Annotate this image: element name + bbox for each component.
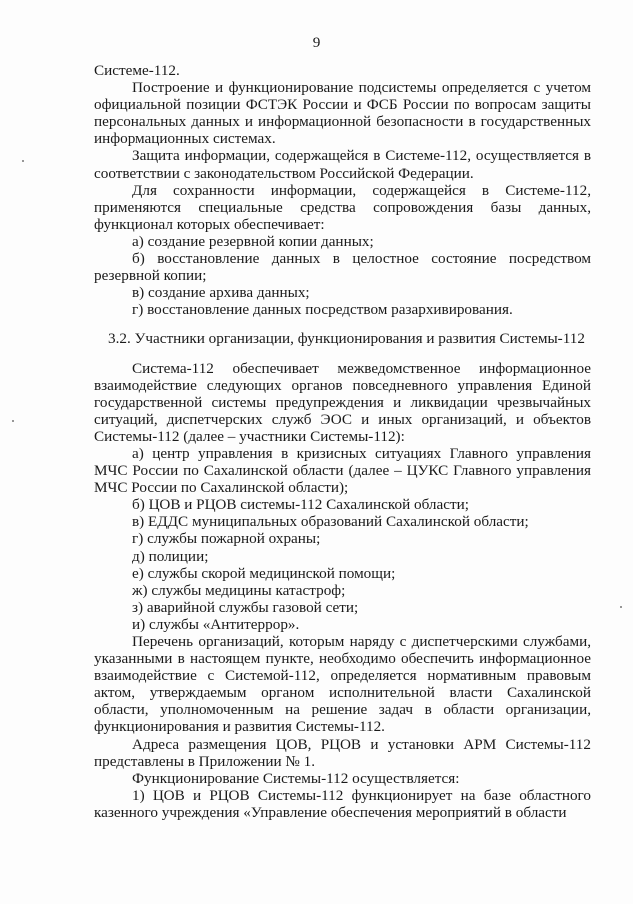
paragraph-organizations-list: Перечень организаций, которым наряду с диспетчерскими службами, указанными в настоящем пункте, необходимо обеспечить информационное взаимодействие с Системой-112, определяется нормативным правовым актом, утверждаемым органом исполнительной власти Сахалинской области, уполномоченным на решение задач в области организации, функционирования и развития Системы-112. bbox=[94, 633, 591, 736]
list-item: в) ЕДДС муниципальных образований Сахалинской области; bbox=[132, 513, 529, 531]
scan-speck bbox=[12, 420, 14, 422]
list-item: и) службы «Антитеррор». bbox=[132, 615, 300, 633]
page-number: 9 bbox=[312, 34, 321, 51]
scan-speck bbox=[22, 160, 24, 162]
list-item: а) центр управления в кризисных ситуациях Главного управления МЧС России по Сахалинской области (далее – ЦУКС Главного управления МЧС России по Сахалинской области); bbox=[94, 444, 591, 497]
paragraph-system-participants: Система-112 обеспечивает межведомственное информационное взаимодействие следующих органов повседневного управления Единой государственной системы предупреждения и ликвидации чрезвычайных ситуаций, диспетчерских служб ЭОС и иных организаций, и объектов Системы-112 (далее – участники Системы-112): bbox=[94, 359, 591, 445]
paragraph-addresses: Адреса размещения ЦОВ, РЦОВ и установки АРМ Системы-112 представлены в Приложении № 1. bbox=[94, 735, 591, 770]
list-item: з) аварийной службы газовой сети; bbox=[132, 598, 359, 616]
list-item: б) восстановление данных в целостное состояние посредством резервной копии; bbox=[94, 250, 591, 285]
list-item: д) полиции; bbox=[132, 547, 209, 565]
paragraph-fstek: Построение и функционирование подсистемы определяется с учетом официальной позиции ФСТЭК России и ФСБ России по вопросам защиты персональных данных и информационной безопасности в государственных информационных системах. bbox=[94, 79, 591, 148]
list-item: г) восстановление данных посредством разархивирования. bbox=[132, 301, 513, 319]
paragraph-continuation: Системе-112. bbox=[94, 62, 180, 79]
paragraph-cov-rcov: 1) ЦОВ и РЦОВ Системы-112 функционирует на базе областного казенного учреждения «Управление обеспечения мероприятий в области bbox=[94, 786, 591, 821]
paragraph-safety: Для сохранности информации, содержащейся в Системе-112, применяются специальные средства сопровождения базы данных, функционал которых обеспечивает: bbox=[94, 181, 591, 233]
section-heading: 3.2. Участники организации, функционирования и развития Системы-112 bbox=[108, 330, 585, 348]
list-item: б) ЦОВ и РЦОВ системы-112 Сахалинской области; bbox=[132, 496, 469, 514]
list-item: г) службы пожарной охраны; bbox=[132, 530, 321, 548]
document-body bbox=[94, 62, 591, 821]
list-item: е) службы скорой медицинской помощи; bbox=[132, 564, 396, 582]
list-item: а) создание резервной копии данных; bbox=[132, 232, 374, 250]
paragraph-protection: Защита информации, содержащейся в Системе-112, осуществляется в соответствии с законодательством Российской Федерации. bbox=[94, 147, 591, 182]
list-item: в) создание архива данных; bbox=[132, 284, 310, 302]
paragraph-functioning: Функционирование Системы-112 осуществляется: bbox=[132, 769, 460, 787]
scan-speck bbox=[620, 606, 622, 608]
list-item: ж) службы медицины катастроф; bbox=[132, 581, 346, 599]
